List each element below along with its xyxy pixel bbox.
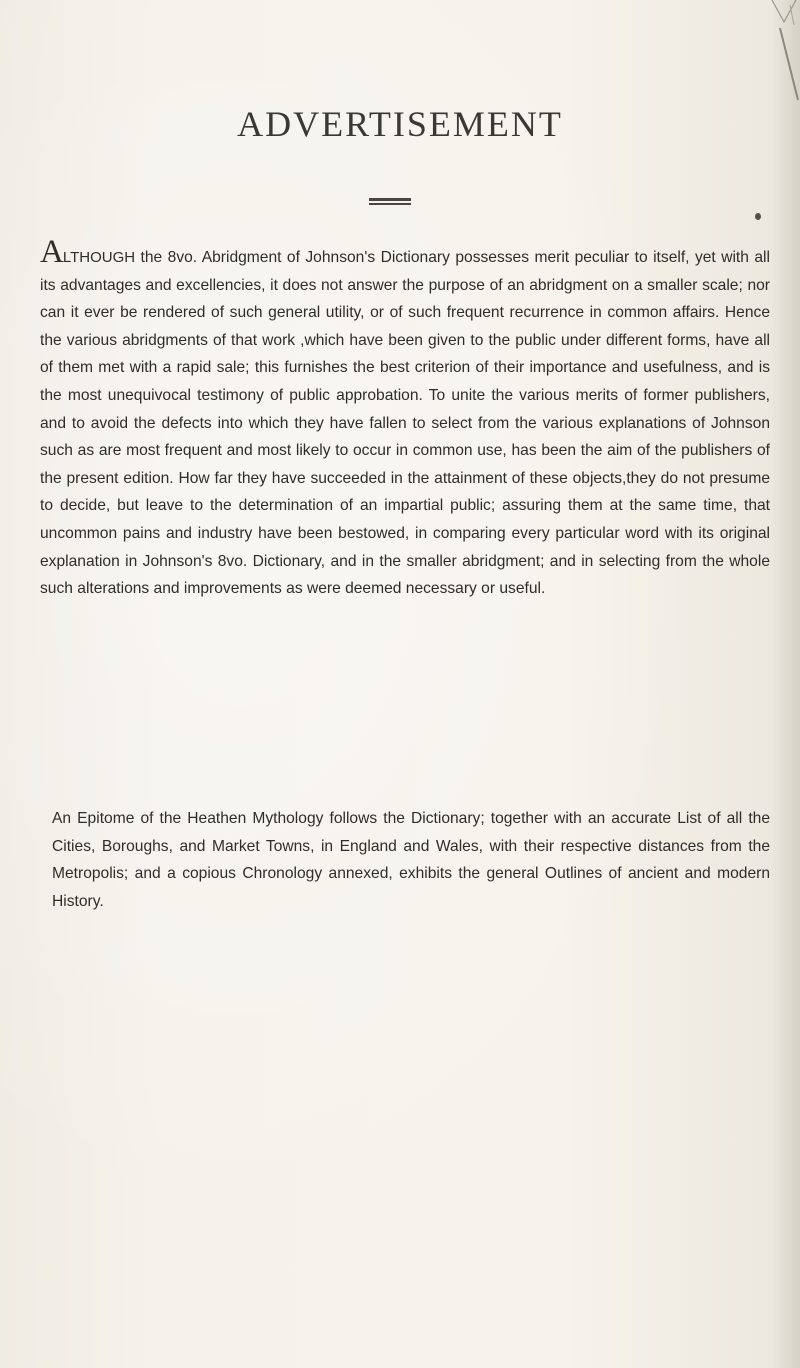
lead-word: LTHOUGH (62, 249, 136, 266)
corner-fold-mark (750, 0, 800, 110)
paragraph-advertisement-body (40, 234, 770, 603)
ink-spot (755, 213, 761, 220)
paragraph-contents-note: An Epitome of the Heathen Mythology follows the Dictionary; together with an accurate List of all the Cities, Boroughs, and Market Towns, in England and Wales, with their respective distances from the Metropolis; and a copious Chronology annexed, exhibits the general Outlines of ancient and modern History. (52, 810, 770, 910)
paragraph-1-text: the 8vo. Abridgment of Johnson's Dictionary possesses merit peculiar to itself, yet with all its advantages and excellencies, it does not answer the purpose of an abridgment on a smaller scale; nor can it ever be rendered of such general utility, or of such frequent recurrence in common affairs. Hence the various abridgments of that work ,which have been given to the public under different forms, have all of them met with a rapid sale; this furnishes the best criterion of their importance and usefulness, and is the most unequivocal testimony of public approbation. To unite the various merits of former publishers, and to avoid the defects into which they have fallen to select from the various explanations of Johnson such as are most frequent and most likely to occur in common use, has been the aim of the publishers of the present edition. How far they have succeeded in the attainment of these objects,they do not presume to decide, but leave to the determination of an impartial public; assuring them at the same time, that uncommon pains and industry have been bestowed, in comparing every particular word with its original explanation in Johnson's 8vo. Dictionary, and in the smaller abridgment; and in selecting from the whole such alterations and improvements as were deemed necessary or useful. (40, 249, 770, 598)
page-edge-shadow (770, 0, 800, 1368)
title-double-rule (369, 198, 411, 208)
drop-cap-initial: A (40, 234, 63, 270)
page-title: ADVERTISEMENT (237, 104, 563, 144)
